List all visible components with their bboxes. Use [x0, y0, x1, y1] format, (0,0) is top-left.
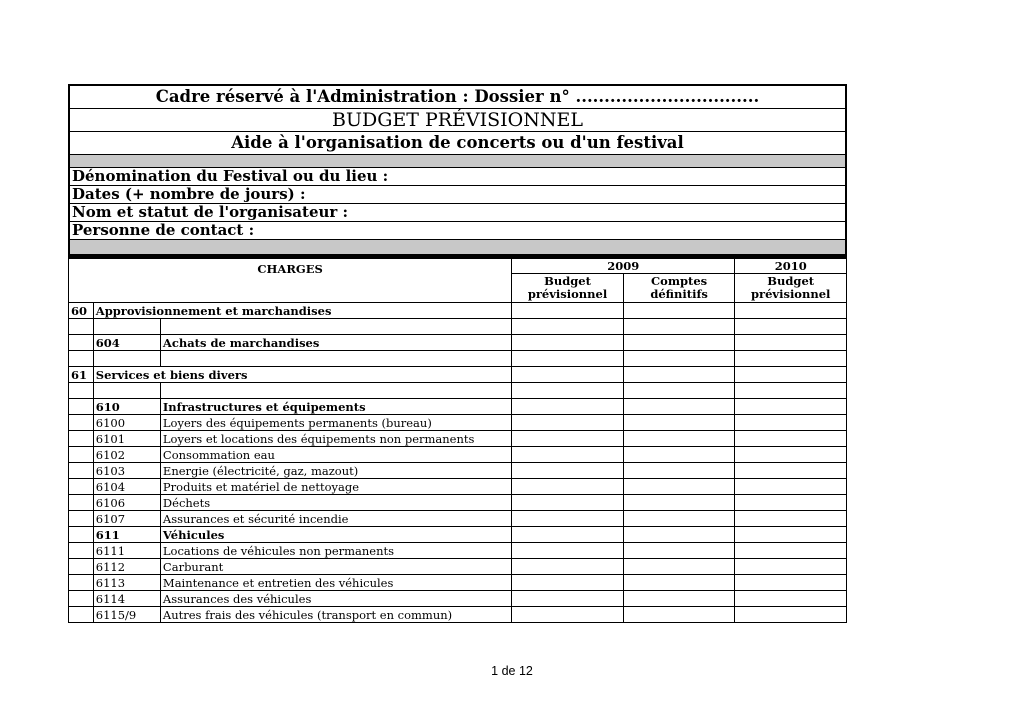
- row-indent: [69, 479, 94, 495]
- row-label: Services et biens divers: [93, 367, 511, 383]
- cell-budget-2009[interactable]: [512, 335, 624, 351]
- row-code: 6113: [93, 575, 160, 591]
- table-row: [69, 543, 847, 559]
- row-indent: [69, 335, 94, 351]
- cell-budget-2009[interactable]: [512, 383, 624, 399]
- cell-budget-2009[interactable]: [512, 319, 624, 335]
- header-block: [68, 84, 847, 258]
- cell-budget-2010[interactable]: [735, 319, 847, 335]
- table-row: [69, 559, 847, 575]
- table-row: [69, 511, 847, 527]
- row-code: [93, 319, 160, 335]
- row-label: Maintenance et entretien des véhicules: [160, 575, 511, 591]
- cell-budget-2009[interactable]: [512, 543, 624, 559]
- cell-comptes-2009[interactable]: [623, 351, 735, 367]
- cell-budget-2009[interactable]: [512, 303, 624, 319]
- cell-budget-2009[interactable]: [512, 495, 624, 511]
- row-indent: [69, 495, 94, 511]
- row-label: Véhicules: [160, 527, 511, 543]
- row-label: [160, 319, 511, 335]
- cell-budget-2009[interactable]: [512, 607, 624, 623]
- cell-budget-2010[interactable]: [735, 351, 847, 367]
- grey-separator: [70, 240, 845, 256]
- table-row: [69, 591, 847, 607]
- table-row: [69, 607, 847, 623]
- table-row: [69, 495, 847, 511]
- cell-budget-2009[interactable]: [512, 431, 624, 447]
- row-code: 61: [69, 367, 94, 383]
- budget-sheet: [68, 84, 847, 623]
- row-label: [160, 383, 511, 399]
- cell-budget-2009[interactable]: [512, 527, 624, 543]
- row-indent: [69, 415, 94, 431]
- row-label: Infrastructures et équipements: [160, 399, 511, 415]
- cell-comptes-2009[interactable]: [623, 399, 735, 415]
- row-indent: [69, 591, 94, 607]
- cell-budget-2009[interactable]: [512, 399, 624, 415]
- row-code: 6107: [93, 511, 160, 527]
- col-comptes-2009: Comptes définitifs: [623, 274, 735, 303]
- cell-comptes-2009[interactable]: [623, 591, 735, 607]
- cell-budget-2010[interactable]: [735, 431, 847, 447]
- table-row: [69, 447, 847, 463]
- cell-budget-2010[interactable]: [735, 543, 847, 559]
- row-label: [160, 351, 511, 367]
- charges-table: [68, 258, 847, 623]
- row-code: 6106: [93, 495, 160, 511]
- cell-comptes-2009[interactable]: [623, 575, 735, 591]
- row-indent: [69, 575, 94, 591]
- row-label: Autres frais des véhicules (transport en commun): [160, 607, 511, 623]
- cell-budget-2010[interactable]: [735, 383, 847, 399]
- row-indent: [69, 431, 94, 447]
- cell-comptes-2009[interactable]: [623, 447, 735, 463]
- grey-separator: [70, 155, 845, 168]
- cell-budget-2010[interactable]: [735, 575, 847, 591]
- cell-budget-2009[interactable]: [512, 575, 624, 591]
- row-label: Déchets: [160, 495, 511, 511]
- table-row: [69, 351, 847, 367]
- row-code: 6111: [93, 543, 160, 559]
- row-label: Energie (électricité, gaz, mazout): [160, 463, 511, 479]
- table-header-years: [69, 259, 847, 274]
- row-code: [93, 351, 160, 367]
- cell-budget-2010[interactable]: [735, 399, 847, 415]
- row-indent: [69, 319, 94, 335]
- row-label: Produits et matériel de nettoyage: [160, 479, 511, 495]
- cell-budget-2009[interactable]: [512, 351, 624, 367]
- cell-budget-2010[interactable]: [735, 591, 847, 607]
- row-code: 6104: [93, 479, 160, 495]
- row-label: Achats de marchandises: [160, 335, 511, 351]
- cell-comptes-2009[interactable]: [623, 511, 735, 527]
- cell-budget-2010[interactable]: [735, 479, 847, 495]
- cell-budget-2009[interactable]: [512, 367, 624, 383]
- cell-comptes-2009[interactable]: [623, 527, 735, 543]
- cell-comptes-2009[interactable]: [623, 335, 735, 351]
- cell-comptes-2009[interactable]: [623, 479, 735, 495]
- cell-budget-2010[interactable]: [735, 607, 847, 623]
- row-indent: [69, 543, 94, 559]
- charges-header: CHARGES: [69, 259, 512, 303]
- row-code: 6101: [93, 431, 160, 447]
- cell-budget-2010[interactable]: [735, 415, 847, 431]
- cell-budget-2010[interactable]: [735, 303, 847, 319]
- cell-comptes-2009[interactable]: [623, 367, 735, 383]
- row-indent: [69, 511, 94, 527]
- field-festival-name[interactable]: Dénomination du Festival ou du lieu :: [70, 168, 845, 186]
- row-code: 6102: [93, 447, 160, 463]
- row-indent: [69, 351, 94, 367]
- cell-budget-2010[interactable]: [735, 559, 847, 575]
- table-row: [69, 303, 847, 319]
- cell-budget-2010[interactable]: [735, 511, 847, 527]
- table-row: [69, 479, 847, 495]
- row-code: 6115/9: [93, 607, 160, 623]
- row-label: Carburant: [160, 559, 511, 575]
- cell-budget-2010[interactable]: [735, 463, 847, 479]
- row-code: 6103: [93, 463, 160, 479]
- cell-budget-2009[interactable]: [512, 591, 624, 607]
- row-label: Assurances et sécurité incendie: [160, 511, 511, 527]
- page-subtitle: Aide à l'organisation de concerts ou d'un festival: [70, 132, 845, 155]
- cell-budget-2010[interactable]: [735, 495, 847, 511]
- row-indent: [69, 607, 94, 623]
- table-row: [69, 399, 847, 415]
- table-row: [69, 367, 847, 383]
- row-label: Locations de véhicules non permanents: [160, 543, 511, 559]
- table-row: [69, 575, 847, 591]
- row-label: Approvisionnement et marchandises: [93, 303, 511, 319]
- cell-budget-2010[interactable]: [735, 367, 847, 383]
- admin-line: Cadre réservé à l'Administration : Dossier n° ................................: [70, 86, 845, 109]
- table-row: [69, 335, 847, 351]
- row-code: 6114: [93, 591, 160, 607]
- cell-budget-2009[interactable]: [512, 415, 624, 431]
- cell-budget-2009[interactable]: [512, 479, 624, 495]
- cell-comptes-2009[interactable]: [623, 559, 735, 575]
- cell-comptes-2009[interactable]: [623, 543, 735, 559]
- field-organiser[interactable]: Nom et statut de l'organisateur :: [70, 204, 845, 222]
- table-row: [69, 319, 847, 335]
- row-label: Consommation eau: [160, 447, 511, 463]
- row-label: Loyers et locations des équipements non permanents: [160, 431, 511, 447]
- row-code: 60: [69, 303, 94, 319]
- row-code: 6100: [93, 415, 160, 431]
- field-contact[interactable]: Personne de contact :: [70, 222, 845, 240]
- row-code: 6112: [93, 559, 160, 575]
- cell-budget-2009[interactable]: [512, 463, 624, 479]
- row-indent: [69, 447, 94, 463]
- table-row: [69, 383, 847, 399]
- row-code: 611: [93, 527, 160, 543]
- row-code: [93, 383, 160, 399]
- table-row: [69, 527, 847, 543]
- cell-comptes-2009[interactable]: [623, 303, 735, 319]
- cell-budget-2009[interactable]: [512, 559, 624, 575]
- cell-budget-2010[interactable]: [735, 447, 847, 463]
- cell-budget-2009[interactable]: [512, 447, 624, 463]
- row-indent: [69, 383, 94, 399]
- row-indent: [69, 559, 94, 575]
- cell-comptes-2009[interactable]: [623, 415, 735, 431]
- row-label: Assurances des véhicules: [160, 591, 511, 607]
- table-row: [69, 431, 847, 447]
- row-indent: [69, 463, 94, 479]
- row-code: 610: [93, 399, 160, 415]
- cell-comptes-2009[interactable]: [623, 463, 735, 479]
- table-row: [69, 463, 847, 479]
- col-budget-2010: Budget prévisionnel: [735, 274, 847, 303]
- row-indent: [69, 527, 94, 543]
- year-2010-header: 2010: [735, 259, 847, 274]
- cell-comptes-2009[interactable]: [623, 319, 735, 335]
- cell-comptes-2009[interactable]: [623, 383, 735, 399]
- cell-comptes-2009[interactable]: [623, 431, 735, 447]
- row-code: 604: [93, 335, 160, 351]
- row-label: Loyers des équipements permanents (bureau): [160, 415, 511, 431]
- cell-budget-2010[interactable]: [735, 335, 847, 351]
- page-title: BUDGET PRÉVISIONNEL: [70, 109, 845, 132]
- row-indent: [69, 399, 94, 415]
- col-budget-2009: Budget prévisionnel: [512, 274, 624, 303]
- year-2009-header: 2009: [512, 259, 735, 274]
- cell-budget-2010[interactable]: [735, 527, 847, 543]
- cell-budget-2009[interactable]: [512, 511, 624, 527]
- table-row: [69, 415, 847, 431]
- cell-comptes-2009[interactable]: [623, 495, 735, 511]
- page-number: 1 de 12: [491, 664, 533, 678]
- cell-comptes-2009[interactable]: [623, 607, 735, 623]
- field-dates[interactable]: Dates (+ nombre de jours) :: [70, 186, 845, 204]
